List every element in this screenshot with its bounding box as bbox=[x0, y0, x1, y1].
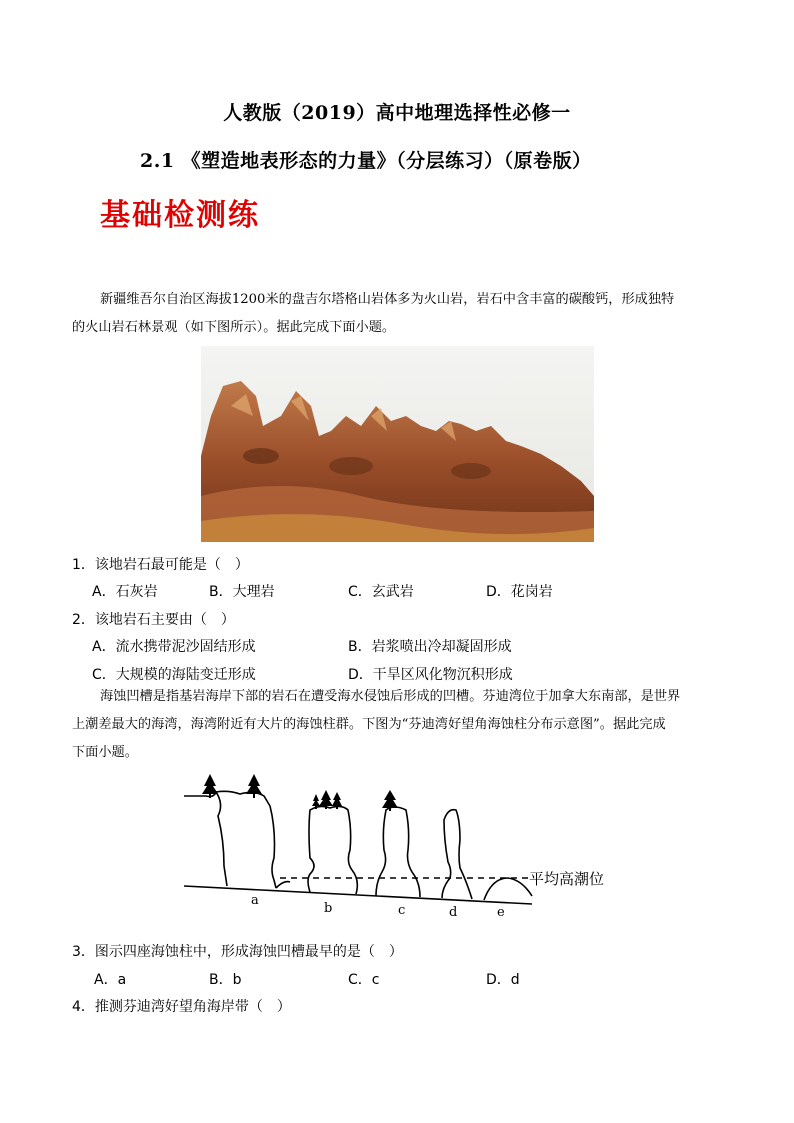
sea-stack-diagram bbox=[180, 770, 620, 920]
option-2d: D．干旱区风化物沉积形成 bbox=[348, 667, 513, 683]
question-text: 推测芬迪湾好望角海岸带（ ） bbox=[94, 999, 291, 1015]
tide-label: 平均高潮位 bbox=[529, 870, 605, 888]
label-c: c bbox=[398, 903, 406, 918]
question-text: 该地岩石主要由（ ） bbox=[94, 612, 235, 628]
option-2b: B．岩浆喷出冷却凝固形成 bbox=[348, 639, 512, 655]
label-b: b bbox=[324, 901, 333, 916]
option-1b: B．大理岩 bbox=[209, 584, 275, 600]
question-2 bbox=[72, 609, 235, 629]
stack-d bbox=[442, 810, 472, 899]
section-heading: 基础检测练 bbox=[100, 198, 260, 233]
document-subtitle: 2.1 《塑造地表形态的力量》（分层练习）（原卷版） bbox=[140, 150, 592, 172]
question-text: 该地岩石最可能是（ ） bbox=[94, 557, 249, 573]
document-title: 人教版（2019）高中地理选择性必修一 bbox=[223, 102, 571, 124]
intro1-line1: 新疆维吾尔自治区海拔1200米的盘吉尔塔格山岩体多为火山岩，岩石中含丰富的碳酸钙，形成独特 bbox=[100, 292, 675, 307]
option-3a: A．a bbox=[94, 972, 127, 988]
label-e: e bbox=[497, 905, 505, 920]
question-3 bbox=[72, 941, 403, 961]
option-1d: D．花岗岩 bbox=[486, 584, 553, 600]
ground-line bbox=[184, 886, 532, 904]
intro2-line2: 上潮差最大的海湾，海湾附近有大片的海蚀柱群。下图为“芬迪湾好望角海蚀柱分布示意图”。据此完成 bbox=[72, 717, 666, 732]
question-1 bbox=[72, 554, 249, 574]
cliff-a bbox=[184, 792, 227, 886]
option-2a: A．流水携带泥沙固结形成 bbox=[92, 639, 256, 655]
intro2-line3: 下面小题。 bbox=[72, 745, 138, 760]
intro-paragraph-1 bbox=[72, 286, 724, 342]
option-1c: C．玄武岩 bbox=[348, 584, 414, 600]
label-a: a bbox=[251, 893, 259, 908]
question-number: 1． bbox=[72, 557, 95, 573]
stack-e bbox=[484, 878, 532, 900]
question-number: 2． bbox=[72, 612, 95, 628]
label-d: d bbox=[449, 905, 458, 920]
rock-forest-photo bbox=[201, 346, 594, 542]
question-number: 4． bbox=[72, 999, 95, 1015]
option-1a: A．石灰岩 bbox=[92, 584, 158, 600]
intro1-line2: 的火山岩石林景观（如下图所示）。据此完成下面小题。 bbox=[72, 320, 396, 335]
question-4 bbox=[72, 996, 291, 1016]
intro-paragraph-2 bbox=[72, 683, 724, 767]
stack-c bbox=[376, 807, 420, 897]
intro2-line1: 海蚀凹槽是指基岩海岸下部的岩石在遭受海水侵蚀后形成的凹槽。芬迪湾位于加拿大东南部，是世界 bbox=[100, 689, 681, 704]
question-text: 图示四座海蚀柱中，形成海蚀凹槽最早的是（ ） bbox=[94, 944, 403, 960]
stack-b bbox=[308, 806, 357, 894]
option-3b: B．b bbox=[209, 972, 242, 988]
option-2c: C．大规模的海陆变迁形成 bbox=[92, 667, 256, 683]
question-number: 3． bbox=[72, 944, 95, 960]
option-3c: C．c bbox=[348, 972, 380, 988]
option-3d: D．d bbox=[486, 972, 520, 988]
